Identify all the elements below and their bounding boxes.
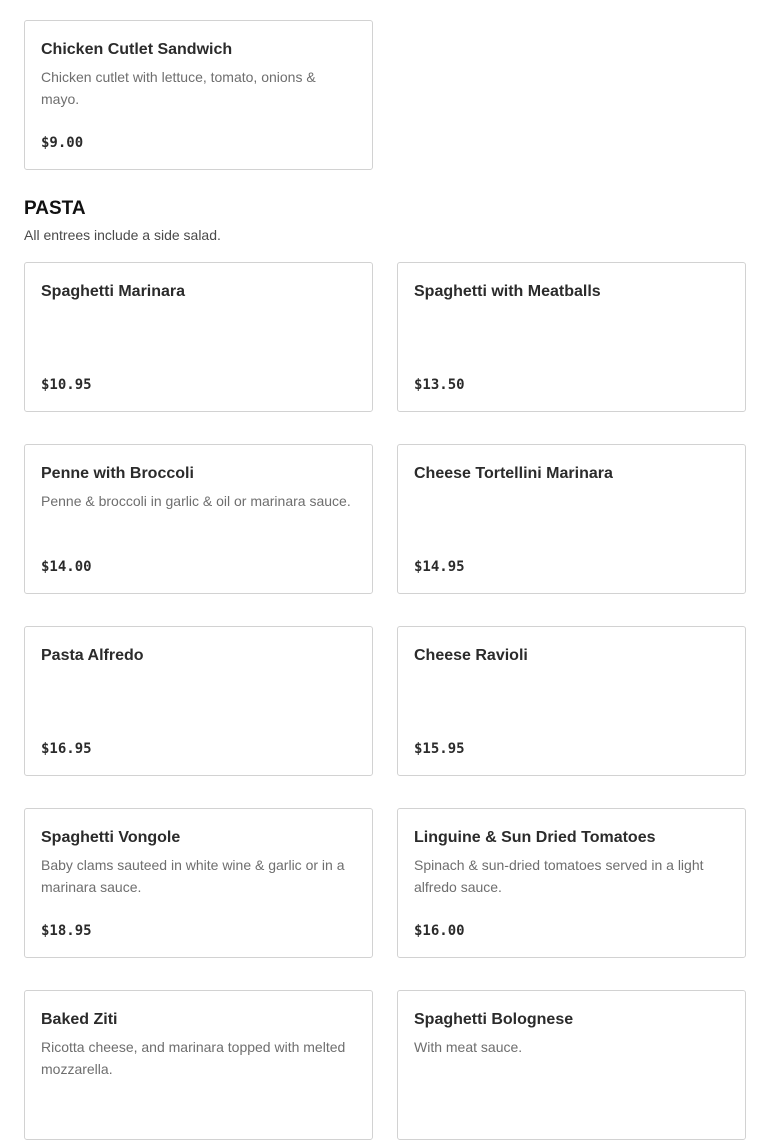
menu-item-card[interactable] bbox=[397, 808, 746, 958]
item-name: Baked Ziti bbox=[41, 1011, 118, 1028]
item-name: Spaghetti Bolognese bbox=[414, 1011, 574, 1028]
menu-item-card[interactable] bbox=[397, 626, 746, 776]
pasta-section bbox=[24, 197, 746, 1140]
item-price: $9.00 bbox=[41, 135, 84, 151]
menu-item-card[interactable] bbox=[24, 444, 373, 594]
section-subtitle: All entrees include a side salad. bbox=[24, 227, 221, 243]
item-price: $13.50 bbox=[414, 377, 465, 393]
item-price: $18.95 bbox=[41, 923, 92, 939]
menu-page bbox=[24, 20, 746, 1140]
menu-item-card[interactable] bbox=[24, 990, 373, 1140]
pasta-items-grid bbox=[24, 262, 746, 1140]
item-description: With meat sauce. bbox=[414, 1039, 523, 1055]
item-name: Cheese Tortellini Marinara bbox=[414, 465, 613, 482]
item-price: $15.95 bbox=[414, 741, 465, 757]
item-name: Pasta Alfredo bbox=[41, 647, 144, 664]
item-price: $14.95 bbox=[414, 559, 465, 575]
item-name: Chicken Cutlet Sandwich bbox=[41, 41, 233, 58]
menu-item-card[interactable] bbox=[24, 808, 373, 958]
item-description: Ricotta cheese, and marinara topped with melted mozzarella. bbox=[41, 1039, 346, 1077]
item-price: $16.95 bbox=[41, 741, 92, 757]
item-name: Penne with Broccoli bbox=[41, 465, 194, 482]
menu-item-card[interactable] bbox=[397, 444, 746, 594]
item-description: Penne & broccoli in garlic & oil or marinara sauce. bbox=[41, 493, 351, 509]
item-name: Spaghetti with Meatballs bbox=[414, 283, 601, 300]
section-title: PASTA bbox=[24, 198, 86, 219]
item-price: $10.95 bbox=[41, 377, 92, 393]
item-name: Linguine & Sun Dried Tomatoes bbox=[414, 829, 656, 846]
menu-item-card[interactable] bbox=[24, 20, 373, 170]
item-price: $16.00 bbox=[414, 923, 465, 939]
item-name: Cheese Ravioli bbox=[414, 647, 528, 664]
menu-item-card[interactable] bbox=[397, 990, 746, 1140]
item-description: Spinach & sun-dried tomatoes served in a light alfredo sauce. bbox=[414, 857, 704, 895]
menu-item-card[interactable] bbox=[24, 626, 373, 776]
sandwich-items-grid bbox=[24, 20, 746, 170]
item-description: Baby clams sauteed in white wine & garlic or in a marinara sauce. bbox=[41, 857, 345, 895]
item-price: $14.00 bbox=[41, 559, 92, 575]
item-name: Spaghetti Vongole bbox=[41, 829, 181, 846]
menu-item-card[interactable] bbox=[24, 262, 373, 412]
menu-item-card[interactable] bbox=[397, 262, 746, 412]
item-description: Chicken cutlet with lettuce, tomato, onions & mayo. bbox=[41, 69, 316, 107]
item-name: Spaghetti Marinara bbox=[41, 283, 186, 300]
